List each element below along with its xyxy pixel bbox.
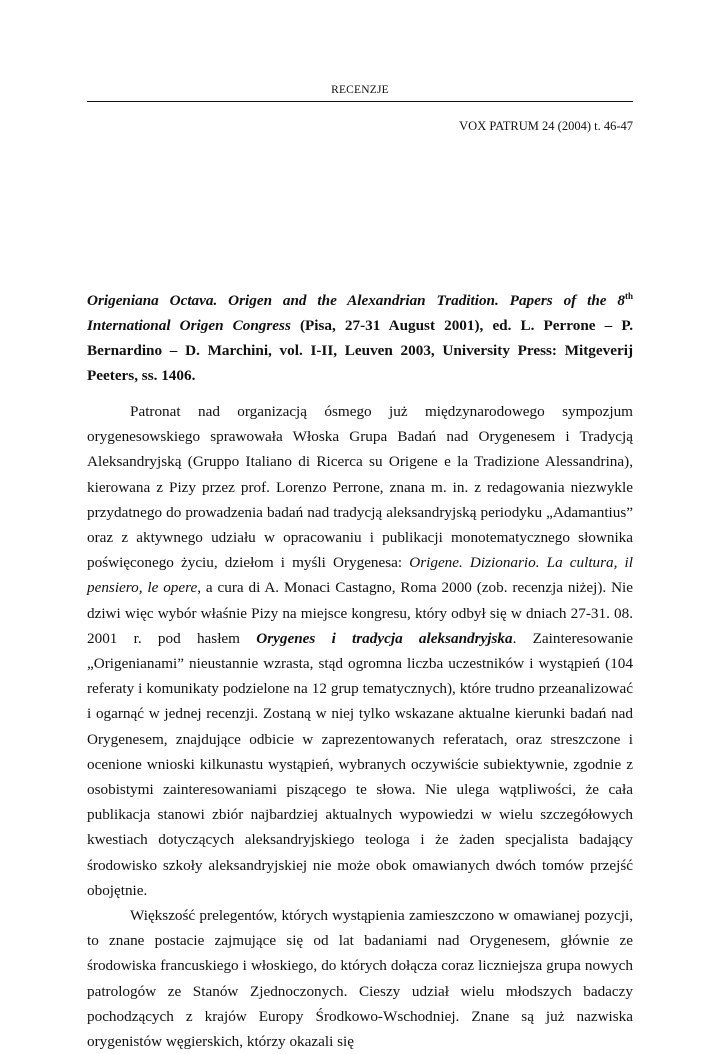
paragraph-1-congress-theme: Orygenes i tradycja aleksandryjska — [256, 629, 513, 647]
paragraph-2: Większość prelegentów, których wystąpienia zamieszczono w omawianej pozycji, to znane postacie zajmujące się od lat badaniami nad Orygenesem, głównie ze środowiska francuskiego i włoskiego, do których dołącza coraz liczniejsza grupa nowych patrologów ze Stanów Zjednoczonych. Cieszy udział wielu młodszych badaczy pochodzących z krajów Europy Środkowo-Wschodniej. Znane są już nazwiska orygenistów węgierskich, którzy okazali się — [87, 907, 633, 1051]
paragraph-1-text-a: Patronat nad organizacją ósmego już międzynarodowego sympozjum orygenesowskiego sprawowała Włoska Grupa Badań nad Orygenesem i Tradycją Aleksandryjską (Gruppo Italiano di Ricerca su Origene e la Tradizione Alessandrina), kierowana z Pizy przez prof. Lorenzo Perrone, znana m. in. z redagowania niezwykle przydatnego do prowadzenia badań nad tradycją aleksandryjską periodyku „Adamantius” oraz z aktywnego udziału w opracowaniu i publikacji monotematycznego słownika poświęconego życiu, dziełom i myśli Orygenesa: — [87, 403, 633, 572]
paragraph-1-text-c: . Zainteresowanie „Origenianami” nieustannie wzrasta, stąd ogromna liczba uczestników i wystąpień (104 referaty i komunikaty podzielone na 12 grup tematycznych), które trudno przeanalizować i ogarnąć w jednej recenzji. Zostaną w niej tylko wskazane aktualne kierunki badań nad Orygenesem, znajdujące odbicie w zaprezentowanych referatach, oraz streszczone i ocenione wnioski kilkunastu wystąpień, wybranych oczywiście subiektywnie, zgodnie z osobistymi zainteresowaniami piszącego te słowa. Nie ulega wątpliwości, że cała publikacja stanowi zbiór najbardziej aktualnych wypowiedzi w wielu szczegółowych kwestiach dotyczących aleksandryjskiego teologa i że żaden specjalista badający środowisko szkoły aleksandryjskiej nie może obok omawianych dwóch tomów przejść obojętnie. — [87, 629, 634, 899]
paragraph-1 — [87, 399, 633, 903]
journal-reference: VOX PATRUM 24 (2004) t. 46-47 — [459, 119, 633, 133]
title-bibliographic-details: (Pisa, 27-31 August 2001), ed. L. Perrone – P. Bernardino – D. Marchini, vol. I-II, Leuven 2003, University Press: Mitgeverij Peeters, ss. 1406. — [87, 317, 633, 384]
title-superscript: th — [624, 290, 633, 301]
running-head: RECENZJE — [331, 84, 389, 96]
paragraph-1-text-b: , a cura di A. Monaci Castagno, Roma 2000 (zob. recenzja niżej). Nie dziwi więc wybór właśnie Pizy na miejsce kongresu, który odbył się w dniach 27-31. 08. 2001 r. pod hasłem — [87, 579, 633, 647]
header-rule — [87, 101, 633, 102]
paragraph-1-italic-title: Origene. Dizionario. La cultura, il pensiero, le opere — [87, 554, 633, 597]
title-italic-part-1: Origeniana Octava. Origen and the Alexandrian Tradition. Papers of the 8 — [87, 292, 625, 309]
review-title — [87, 288, 633, 388]
title-italic-part-2: International Origen Congress — [87, 317, 291, 334]
review-body — [87, 399, 633, 1054]
